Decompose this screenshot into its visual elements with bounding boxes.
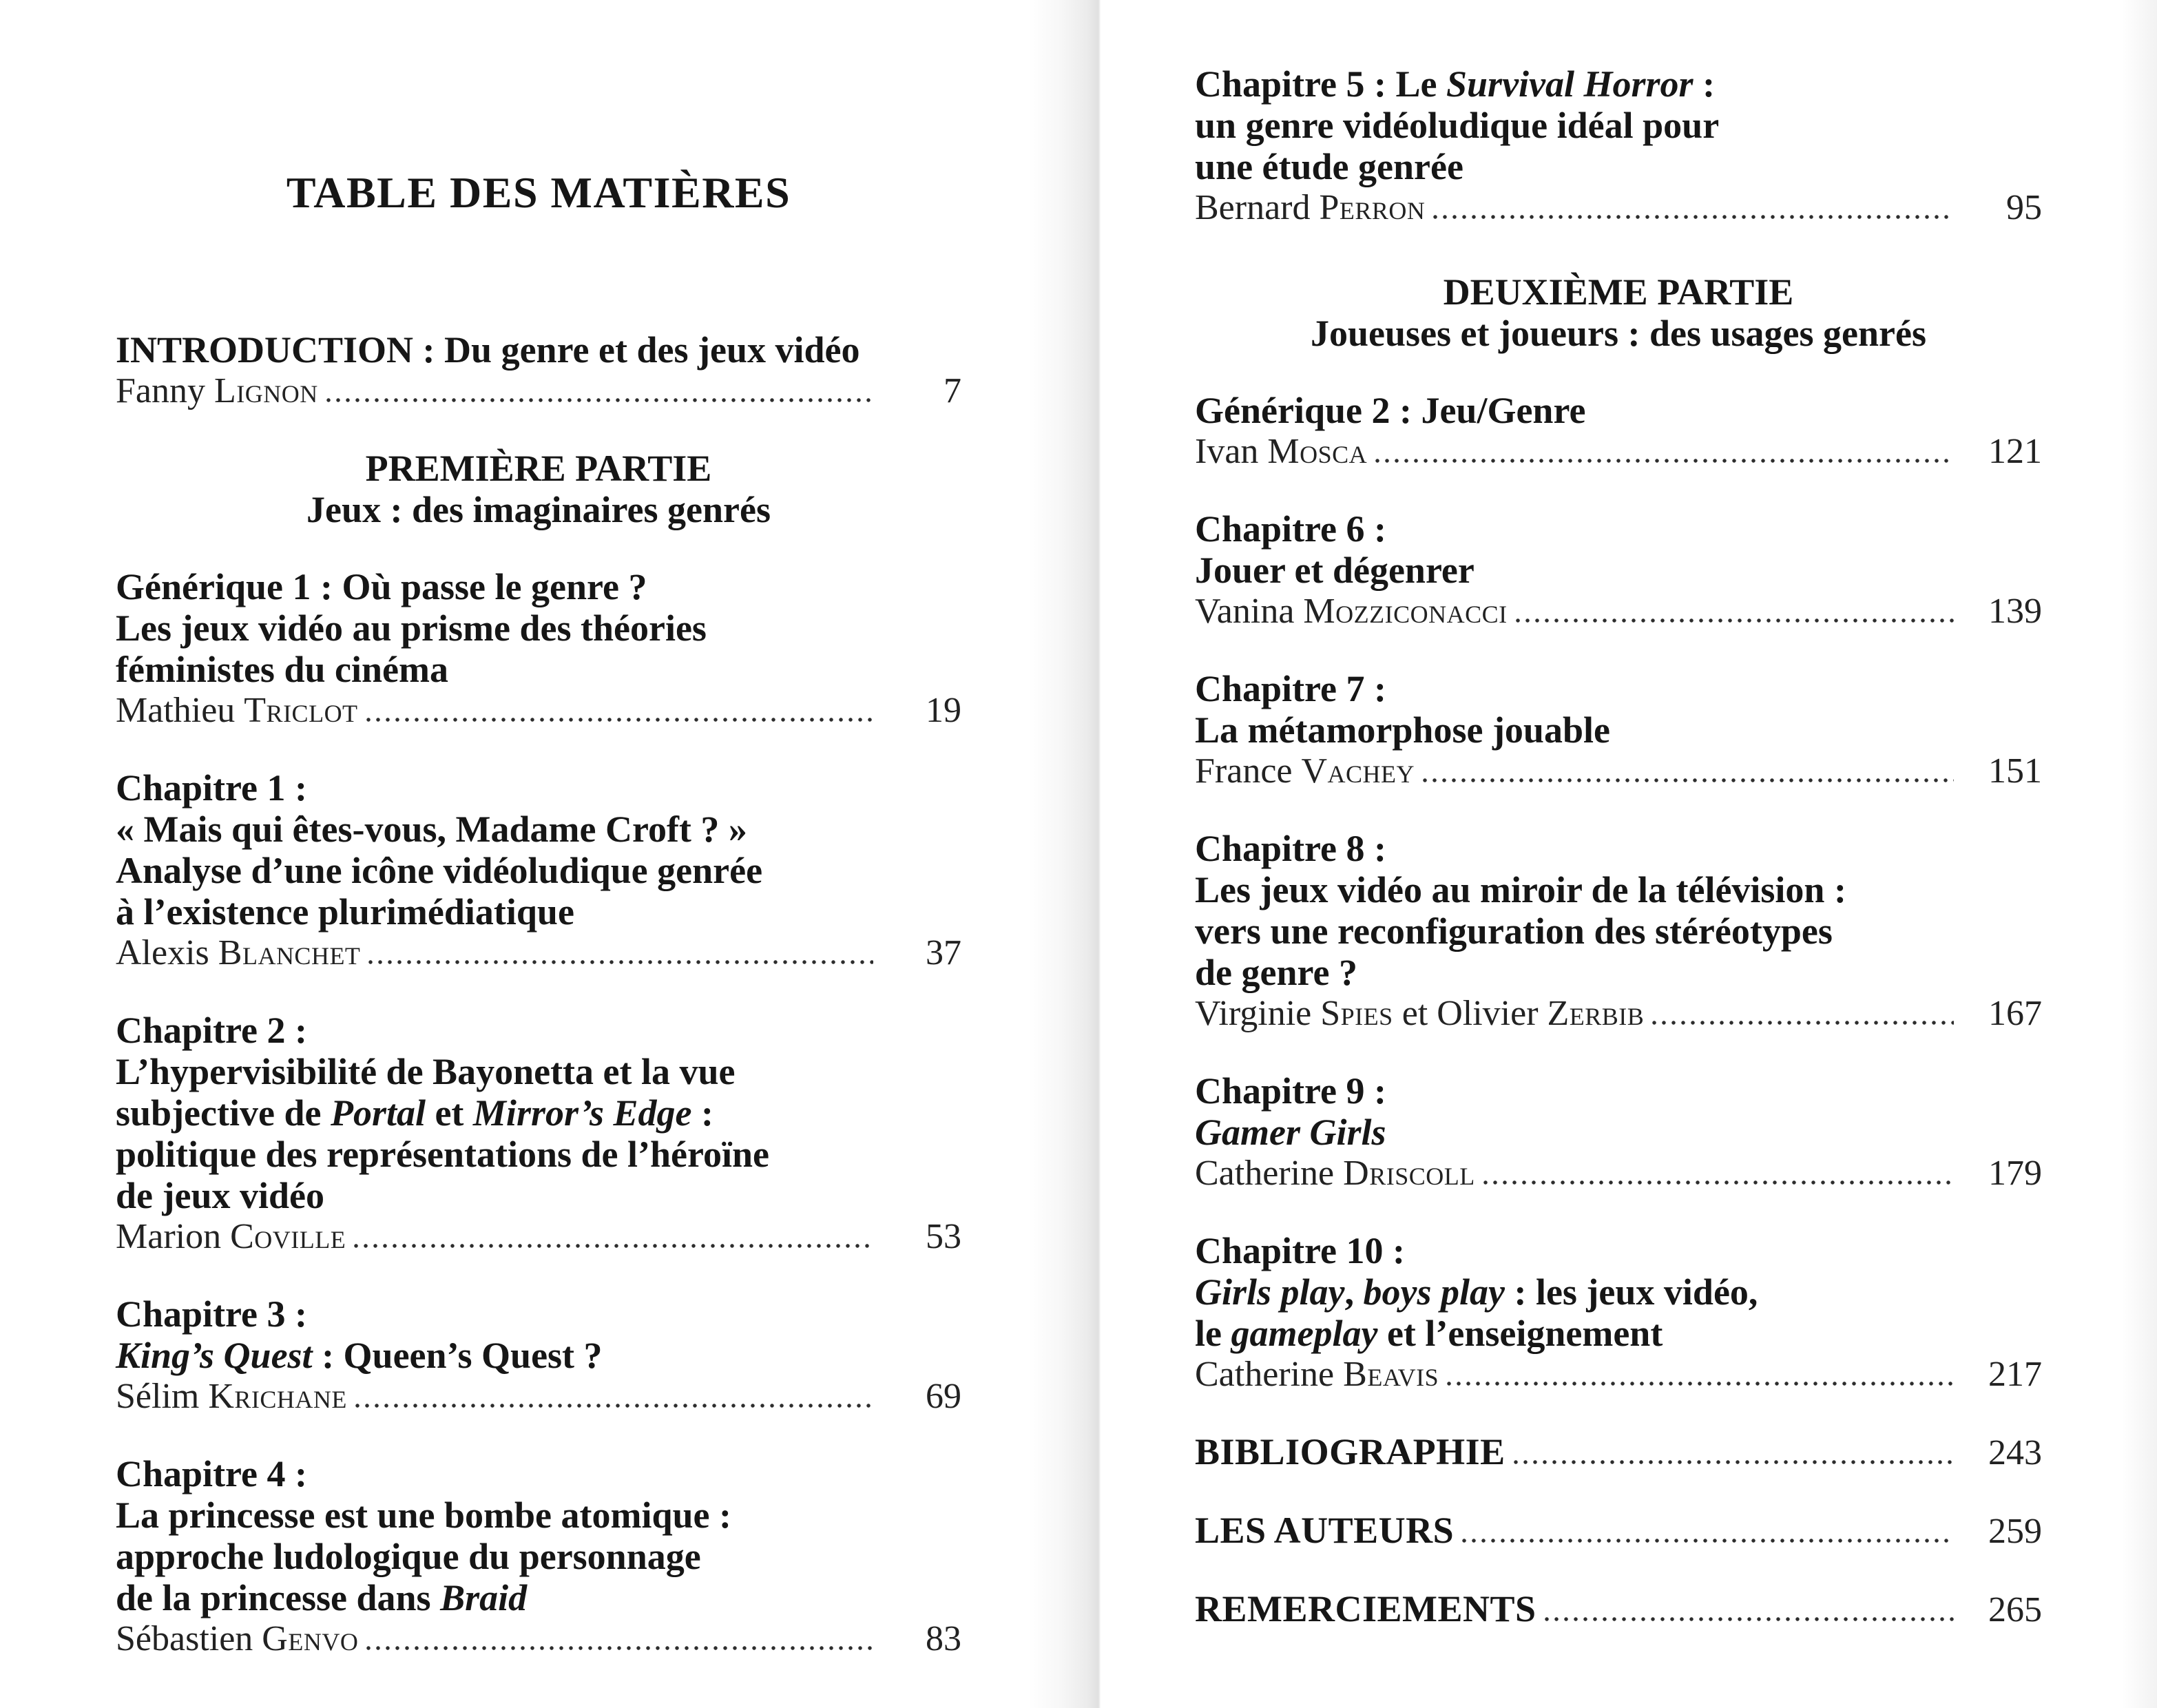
toc-entry <box>1195 63 2042 229</box>
toc-entry <box>116 767 961 974</box>
author-name <box>116 1216 346 1258</box>
leader-row <box>1195 1510 2042 1552</box>
entry-heading-line <box>1195 550 2042 591</box>
text-segment: Chapitre 6 : <box>1195 508 1386 550</box>
text-segment: La princesse est une bombe atomique : <box>116 1494 731 1536</box>
text-segment: : les jeux vidéo, <box>1504 1271 1758 1313</box>
page-number: 179 <box>1988 1154 2042 1193</box>
author-name <box>116 690 358 731</box>
text-segment: INTRODUCTION : Du genre et des jeux vidéo <box>116 329 860 371</box>
text-segment: Chapitre 10 : <box>1195 1230 1405 1271</box>
text-segment: Ivan <box>1195 432 1268 471</box>
text-segment: Braid <box>440 1577 528 1618</box>
text-segment: Catherine <box>1195 1355 1344 1394</box>
entry-heading-line <box>116 1293 961 1335</box>
entry-heading-line <box>116 649 961 690</box>
dots-leader <box>1545 1617 1954 1621</box>
dots-leader <box>1483 1180 1954 1185</box>
text-segment: Fanny <box>116 371 214 410</box>
dots-leader <box>354 1244 873 1248</box>
toc-entry <box>116 1453 961 1660</box>
page-title: TABLE DES MATIÈRES <box>286 168 791 217</box>
leader-row <box>116 690 961 731</box>
entry-heading-line <box>1195 1271 2042 1313</box>
text-segment: approche ludologique du personnage <box>116 1536 701 1577</box>
page-number: 139 <box>1988 592 2042 631</box>
part-line: Joueuses et joueurs : des usages genrés <box>1311 313 1926 354</box>
toc-entry <box>1195 668 2042 792</box>
author-surname: Perron <box>1319 188 1426 227</box>
page-right <box>1195 63 2042 1667</box>
entry-heading-line <box>1195 63 2042 105</box>
text-segment: Sébastien <box>116 1619 262 1658</box>
entry-heading-line <box>116 891 961 933</box>
entry-heading-line <box>116 1010 961 1051</box>
text-segment: Chapitre 5 : Le <box>1195 63 1446 105</box>
entry-heading-line <box>116 1577 961 1618</box>
author-surname: Zerbib <box>1547 994 1645 1033</box>
dots-leader <box>1462 1539 1954 1543</box>
text-segment: Analyse d’une icône vidéoludique genrée <box>116 850 763 891</box>
entry-heading-line <box>116 566 961 607</box>
author-surname: Beavis <box>1343 1355 1439 1394</box>
page-number: 243 <box>1988 1433 2042 1472</box>
text-segment: BIBLIOGRAPHIE <box>1195 1431 1505 1472</box>
author-name <box>116 1376 347 1417</box>
dots-leader <box>366 718 873 722</box>
right-sections <box>1195 63 2042 1631</box>
author-name <box>116 933 360 974</box>
text-segment: Portal <box>330 1092 426 1134</box>
text-segment: vers une reconfiguration des stéréotypes <box>1195 910 1833 952</box>
author-surname: Mozziconacci <box>1303 592 1508 631</box>
part-heading <box>116 448 961 530</box>
entry-label <box>1195 1588 1536 1629</box>
entry-heading-line <box>116 767 961 809</box>
left-sections <box>116 329 961 1660</box>
page-number: 167 <box>1988 994 2042 1033</box>
entry-heading-line <box>1195 828 2042 869</box>
text-segment: Jouer et dégenrer <box>1195 550 1475 591</box>
toc-entry <box>1195 508 2042 632</box>
page-number: 83 <box>926 1619 961 1658</box>
text-segment: de genre ? <box>1195 952 1357 993</box>
dots-leader <box>1375 459 1954 463</box>
entry-heading-line <box>116 1453 961 1494</box>
text-segment: : <box>1693 63 1716 105</box>
toc-entry <box>1195 1588 2042 1631</box>
leader-row <box>1195 1431 2042 1474</box>
author-name <box>116 371 318 412</box>
leader-row <box>1195 187 2042 229</box>
entry-heading-line <box>1195 390 2042 431</box>
text-segment: Alexis <box>116 933 218 972</box>
text-segment: de la princesse dans <box>116 1577 441 1618</box>
author-surname: Krichane <box>208 1377 347 1416</box>
entry-heading-line <box>1195 709 2042 751</box>
text-segment: Chapitre 4 : <box>116 1453 307 1494</box>
text-segment: Mirror’s Edge <box>472 1092 692 1134</box>
entry-heading-line <box>116 1051 961 1092</box>
dots-leader <box>1514 1460 1954 1464</box>
entry-heading-line <box>1195 952 2042 993</box>
author-name <box>116 1618 358 1660</box>
dots-leader <box>1652 1021 1954 1025</box>
author-surname: Blanchet <box>218 933 361 972</box>
page-gutter-shadow <box>1028 0 1101 1708</box>
author-surname: Coville <box>230 1217 346 1256</box>
dots-leader <box>366 1646 873 1650</box>
entry-heading-line <box>116 1134 961 1175</box>
text-segment: et l’enseignement <box>1377 1313 1663 1354</box>
leader-row <box>1195 993 2042 1034</box>
entry-heading-line <box>1195 910 2042 952</box>
text-segment: LES AUTEURS <box>1195 1510 1455 1551</box>
text-segment: La métamorphose jouable <box>1195 709 1610 751</box>
author-name <box>1195 993 1644 1034</box>
entry-heading-line <box>116 809 961 850</box>
page-number: 37 <box>926 933 961 972</box>
text-segment: Survival Horror <box>1446 63 1694 105</box>
leader-row <box>1195 591 2042 632</box>
author-surname: Genvo <box>262 1619 359 1658</box>
text-segment: France <box>1195 751 1302 791</box>
text-segment: le <box>1195 1313 1231 1354</box>
text-segment: et <box>425 1092 473 1134</box>
leader-row <box>116 1376 961 1417</box>
text-segment: Catherine <box>1195 1154 1344 1193</box>
text-segment: féministes du cinéma <box>116 649 448 690</box>
text-segment: Mathieu <box>116 691 244 730</box>
author-name <box>1195 431 1367 472</box>
part-line: DEUXIÈME PARTIE <box>1443 271 1794 313</box>
text-segment: et Olivier <box>1393 994 1548 1033</box>
entry-heading-line <box>116 1494 961 1536</box>
toc-entry <box>1195 1230 2042 1395</box>
entry-heading-line <box>1195 508 2042 550</box>
text-segment: subjective de <box>116 1092 331 1134</box>
entry-label <box>1195 1431 1505 1472</box>
text-segment: Sélim <box>116 1377 209 1416</box>
text-segment: boys play <box>1363 1271 1505 1313</box>
text-segment: L’hypervisibilité de Bayonetta et la vue <box>116 1051 736 1092</box>
entry-heading-line <box>1195 1112 2042 1153</box>
text-segment: Chapitre 1 : <box>116 767 307 809</box>
entry-heading-line <box>1195 1313 2042 1354</box>
dots-leader <box>355 1404 873 1408</box>
author-name <box>1195 591 1508 632</box>
page-number: 217 <box>1988 1355 2042 1394</box>
author-surname: Mosca <box>1267 432 1368 471</box>
text-segment: Virginie <box>1195 994 1321 1033</box>
leader-row <box>116 933 961 974</box>
dots-leader <box>368 960 873 964</box>
leader-row <box>1195 1153 2042 1194</box>
dots-leader <box>1423 778 1954 782</box>
entry-label <box>1195 1510 1454 1551</box>
text-segment: REMERCIEMENTS <box>1195 1588 1536 1629</box>
text-segment: Chapitre 2 : <box>116 1010 307 1051</box>
toc-entry <box>116 1010 961 1258</box>
part-heading <box>1195 271 2042 354</box>
author-surname: Triclot <box>244 691 358 730</box>
text-segment: : <box>691 1092 713 1134</box>
text-segment: politique des représentations de l’héroïne <box>116 1134 770 1175</box>
leader-row <box>116 1618 961 1660</box>
page-number: 69 <box>926 1377 961 1416</box>
entry-heading-line <box>1195 1230 2042 1271</box>
dots-leader <box>1516 618 1954 623</box>
text-segment: une étude genrée <box>1195 146 1463 187</box>
entry-heading-line <box>1195 668 2042 709</box>
text-segment: Marion <box>116 1217 231 1256</box>
text-segment: Girls play <box>1195 1271 1345 1313</box>
text-segment: Bernard <box>1195 188 1320 227</box>
page-number: 265 <box>1988 1590 2042 1629</box>
dots-leader <box>1433 215 1954 219</box>
page-edge-shadow <box>2121 0 2157 1708</box>
toc-entry <box>1195 828 2042 1034</box>
text-segment: Chapitre 9 : <box>1195 1070 1386 1112</box>
leader-row <box>1195 1588 2042 1631</box>
entry-heading-line <box>116 1092 961 1134</box>
text-segment: Les jeux vidéo au miroir de la télévision : <box>1195 869 1846 910</box>
toc-entry <box>1195 1510 2042 1552</box>
text-segment: Chapitre 8 : <box>1195 828 1386 869</box>
author-surname: Spies <box>1320 994 1393 1033</box>
entry-heading-line <box>116 329 961 371</box>
text-segment: « Mais qui êtes-vous, Madame Croft ? » <box>116 809 747 850</box>
entry-heading-line <box>116 850 961 891</box>
toc-entry <box>1195 1070 2042 1194</box>
entry-heading-line <box>116 1335 961 1376</box>
entry-heading-line <box>116 607 961 649</box>
dots-leader <box>1447 1382 1954 1386</box>
entry-heading-line <box>1195 146 2042 187</box>
text-segment: à l’existence plurimédiatique <box>116 891 574 933</box>
part-line: Jeux : des imaginaires genrés <box>306 489 771 530</box>
page-number: 259 <box>1988 1512 2042 1551</box>
author-name <box>1195 1354 1439 1395</box>
dots-leader <box>326 398 873 402</box>
page-number: 95 <box>2006 188 2042 227</box>
leader-row <box>1195 1354 2042 1395</box>
author-name <box>1195 187 1425 229</box>
text-segment: un genre vidéoludique idéal pour <box>1195 105 1720 146</box>
text-segment: de jeux vidéo <box>116 1175 324 1216</box>
text-segment: King’s Quest <box>116 1335 313 1376</box>
entry-heading-line <box>116 1175 961 1216</box>
leader-row <box>1195 431 2042 472</box>
author-name <box>1195 751 1415 792</box>
text-segment: Générique 2 : Jeu/Genre <box>1195 390 1586 431</box>
toc-entry <box>116 329 961 412</box>
text-segment: Gamer Girls <box>1195 1112 1386 1153</box>
author-surname: Driscoll <box>1343 1154 1475 1193</box>
toc-entry <box>116 566 961 731</box>
entry-heading-line <box>1195 105 2042 146</box>
text-segment: Vanina <box>1195 592 1304 631</box>
entry-heading-line <box>1195 1070 2042 1112</box>
page-number: 19 <box>926 691 961 730</box>
page-left <box>116 165 961 1696</box>
toc-entry <box>1195 1431 2042 1474</box>
author-name <box>1195 1153 1475 1194</box>
page-number: 53 <box>926 1217 961 1256</box>
page-number: 7 <box>944 371 961 410</box>
toc-entry <box>1195 390 2042 472</box>
text-segment: Chapitre 3 : <box>116 1293 307 1335</box>
part-line: PREMIÈRE PARTIE <box>365 448 712 489</box>
leader-row <box>1195 751 2042 792</box>
text-segment: : Queen’s Quest ? <box>312 1335 603 1376</box>
leader-row <box>116 1216 961 1258</box>
page-number: 151 <box>1988 751 2042 791</box>
text-segment: Chapitre 7 : <box>1195 668 1386 709</box>
entry-heading-line <box>1195 869 2042 910</box>
text-segment: Générique 1 : Où passe le genre ? <box>116 566 647 607</box>
leader-row <box>116 371 961 412</box>
author-surname: Lignon <box>214 371 318 410</box>
text-segment: gameplay <box>1231 1313 1378 1354</box>
text-segment: Les jeux vidéo au prisme des théories <box>116 607 707 649</box>
toc-entry <box>116 1293 961 1417</box>
entry-heading-line <box>116 1536 961 1577</box>
text-segment: , <box>1344 1271 1364 1313</box>
author-surname: Vachey <box>1301 751 1415 791</box>
page-number: 121 <box>1988 432 2042 471</box>
